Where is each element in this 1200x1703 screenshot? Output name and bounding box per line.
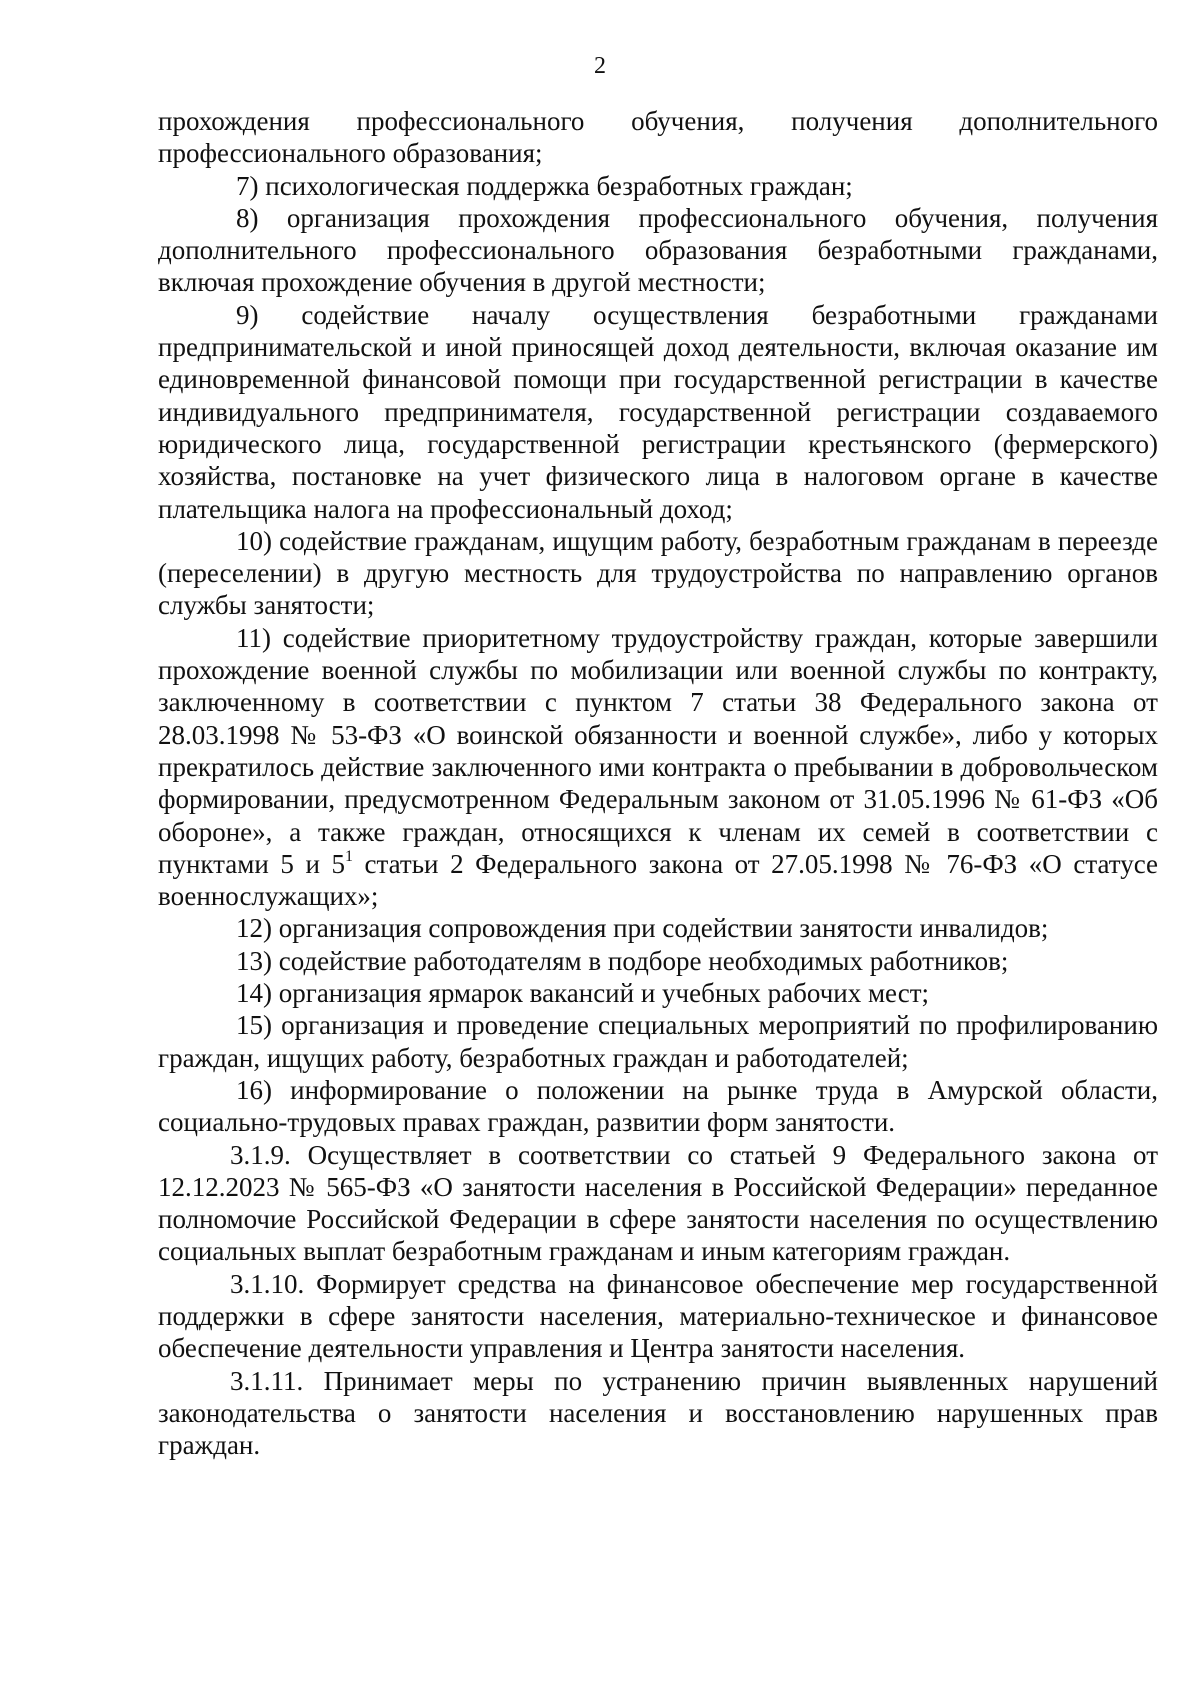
clause-3-1-11: 3.1.11. Принимает меры по устранению причин выявленных нарушений законодательства о занятости населения и восстановлению нарушенных прав граждан. [158,1365,1158,1461]
list-item-14: 14) организация ярмарок вакансий и учебных рабочих мест; [236,978,929,1009]
superscript-mark: 1 [344,847,353,865]
list-item-11 [158,622,1158,913]
clause-3-1-10: 3.1.10. Формирует средства на финансовое обеспечение мер государственной поддержки в сфере занятости населения, материально-техническое и финансовое обеспечение деятельности управления и Центра занятости населения. [158,1268,1158,1364]
list-item-16: 16) информирование о положении на рынке труда в Амурской области, социально-трудовых правах граждан, развитии форм занятости. [158,1074,1158,1138]
document-body [158,105,1158,1461]
list-item-9: 9) содействие началу осуществления безработными гражданами предпринимательской и иной приносящей доход деятельности, включая оказание им единовременной финансовой помощи при государственной регистрации в качестве индивидуального предпринимателя, государственной регистрации создаваемого юридического лица, государственной регистрации крестьянского (фермерского) хозяйства, постановке на учет физического лица в налоговом органе в качестве плательщика налога на профессиональный доход; [158,299,1158,524]
list-item-8: 8) организация прохождения профессионального обучения, получения дополнительного профессионального образования безработными гражданами, включая прохождение обучения в другой местности; [158,202,1158,298]
list-item-10: 10) содействие гражданам, ищущим работу, безработным гражданам в переезде (переселении) в другую местность для трудоустройства по направлению органов службы занятости; [158,525,1158,621]
list-item-11-text-end: статьи 2 Федерального закона от 27.05.1998 № 76-ФЗ «О статусе военнослужащих»; [158,848,1158,912]
clause-3-1-9: 3.1.9. Осуществляет в соответствии со статьей 9 Федерального закона от 12.12.2023 № 565-ФЗ «О занятости населения в Российской Федерации» переданное полномочие Российской Федерации в сфере занятости населения по осуществлению социальных выплат безработным гражданам и иным категориям граждан. [158,1139,1158,1267]
paragraph-continuation: прохождения профессионального обучения, получения дополнительного профессионального образования; [158,106,1158,169]
list-item-12: 12) организация сопровождения при содействии занятости инвалидов; [236,913,1049,944]
page-number: 2 [594,53,606,79]
list-item-11-text: 11) содействие приоритетному трудоустройству граждан, которые завершили прохождение военной службы по мобилизации или военной службы по контракту, заключенному в соответствии с пунктом 7 статьи 38 Федерального закона от 28.03.1998 № 53-ФЗ «О воинской обязанности и военной службе», либо у которых прекратилось действие заключенного ими контракта о пребывании в добровольческом формировании, предусмотренном Федеральным законом от 31.05.1996 № 61-ФЗ «Об обороне», а также граждан, относящихся к членам их семей в соответствии с пунктами 5 и 5 [158,622,1158,879]
list-item-13: 13) содействие работодателям в подборе необходимых работников; [236,945,1009,976]
list-item-15: 15) организация и проведение специальных мероприятий по профилированию граждан, ищущих работу, безработных граждан и работодателей; [158,1010,1158,1073]
list-item-7: 7) психологическая поддержка безработных граждан; [236,170,853,201]
